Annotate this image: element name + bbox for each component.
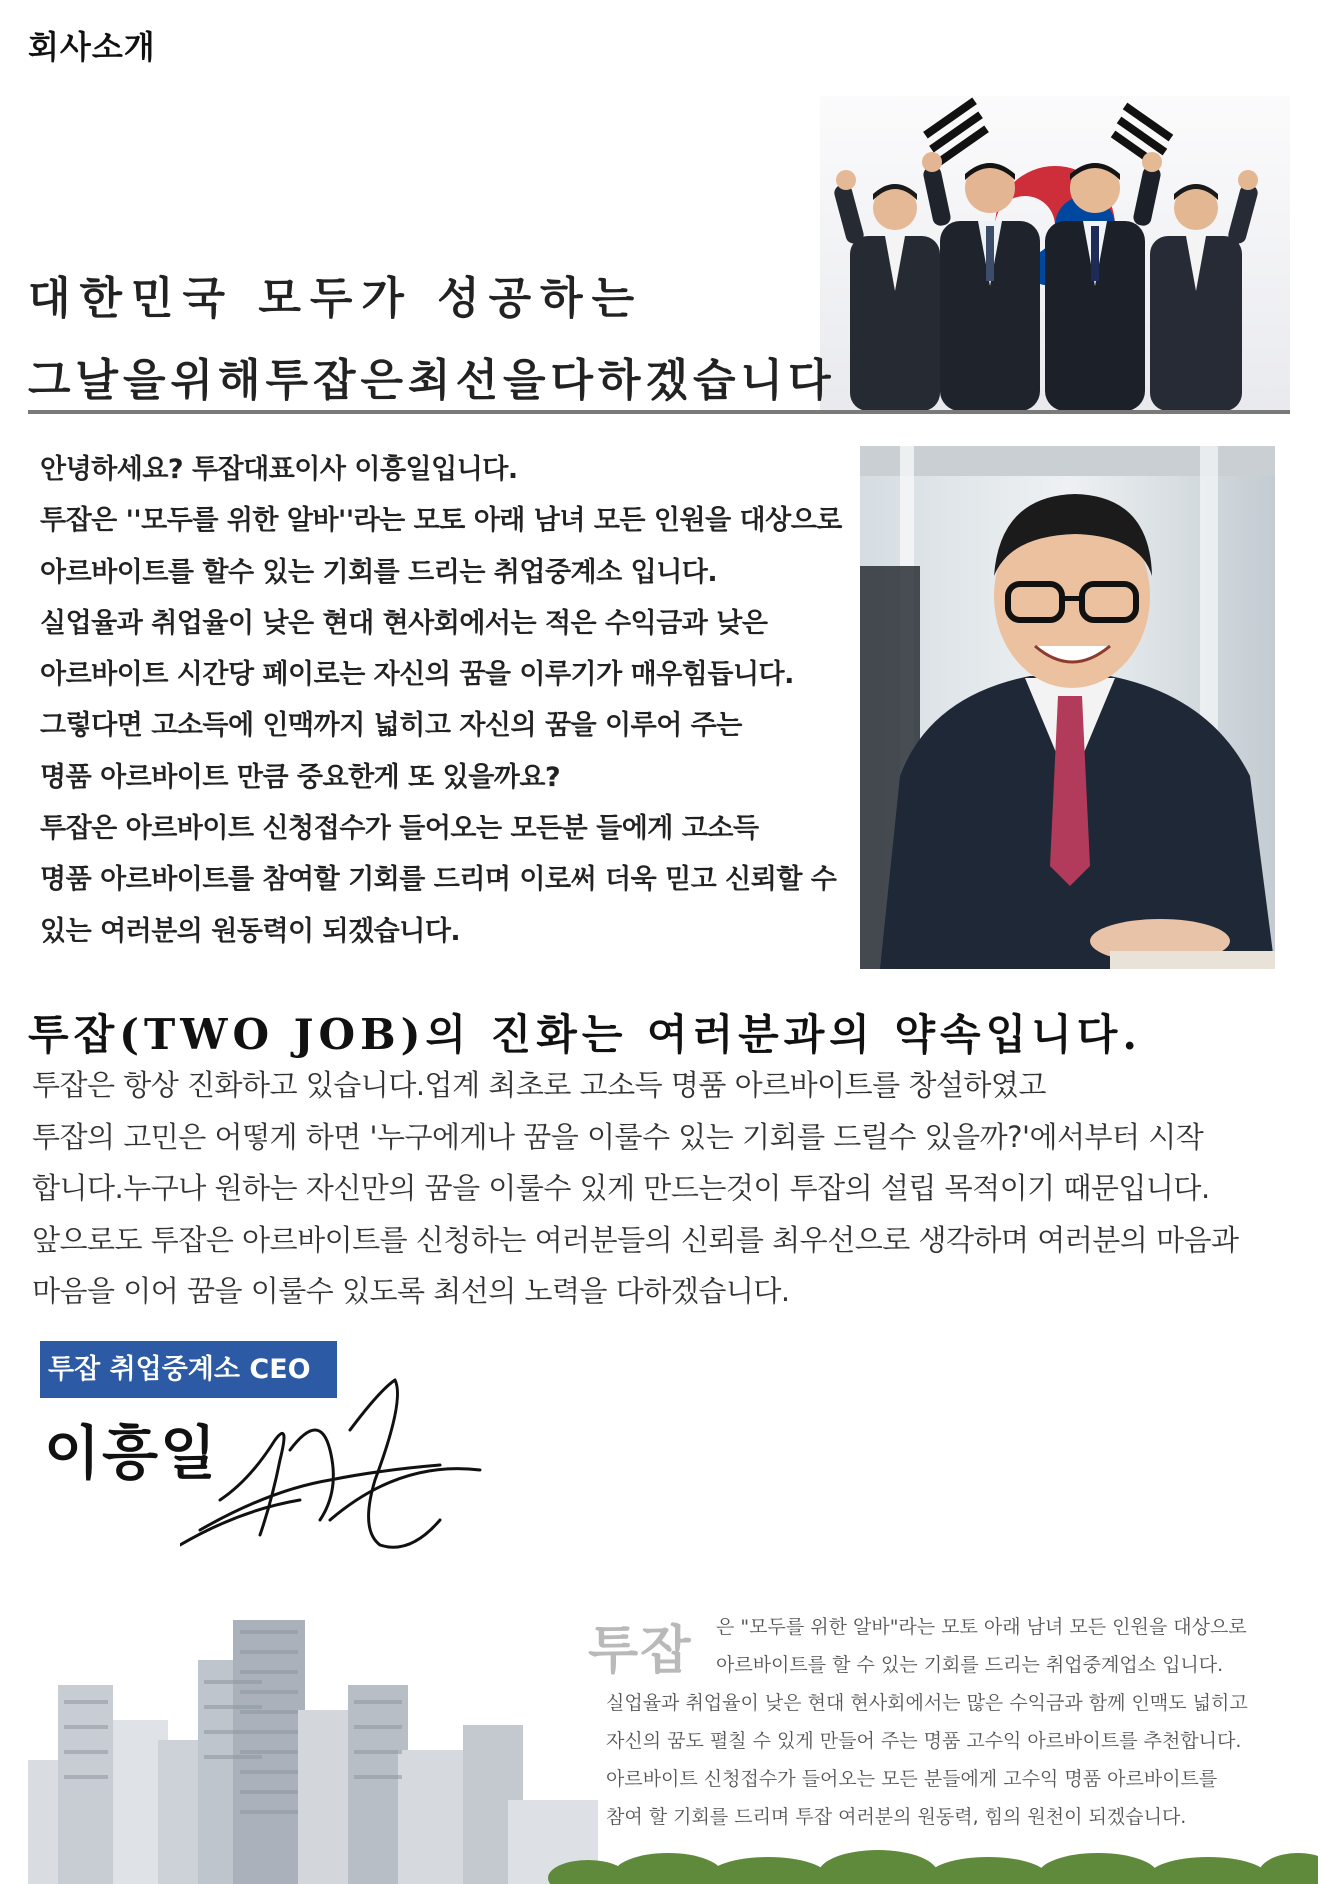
bottom-line: 아르바이트를 할 수 있는 기회를 드리는 취업중계업소 입니다.: [716, 1654, 1224, 1676]
bottom-description: [606, 1608, 1306, 1836]
greeting-line: 실업율과 취업율이 낮은 현대 현사회에서는 적은 수익금과 낮은: [40, 607, 768, 639]
ceo-portrait-photo: [860, 446, 1275, 969]
section-divider: [28, 410, 1290, 414]
promise-heading: 투잡(TWO JOB)의 진화는 여러분과의 약속입니다.: [28, 1010, 1142, 1059]
hero-slogan-line1: 대한민국 모두가 성공하는: [28, 273, 644, 324]
hero-slogan-line2: 그날을위해투잡은최선을다하겠습니다: [28, 355, 836, 406]
greeting-line: 있는 여러분의 원동력이 되겠습니다.: [40, 915, 461, 947]
bottom-line: 아르바이트 신청접수가 들어오는 모든 분들에게 고수익 명품 아르바이트를: [606, 1768, 1218, 1790]
promise-body: [32, 1060, 1322, 1318]
bottom-line: 은 "모두를 위한 알바"라는 모토 아래 남녀 모든 인원을 대상으로: [716, 1616, 1247, 1638]
ceo-title-badge: 투잡 취업중계소 CEO: [40, 1341, 337, 1398]
promise-line: 투잡은 항상 진화하고 있습니다.업계 최초로 고소득 명품 아르바이트를 창설하였고: [32, 1068, 1046, 1102]
greeting-line: 명품 아르바이트를 참여할 기회를 드리며 이로써 더욱 믿고 신뢰할 수: [40, 864, 837, 896]
promise-line: 앞으로도 투잡은 아르바이트를 신청하는 여러분들의 신뢰를 최우선으로 생각하며 여러분의 마음과: [32, 1222, 1239, 1257]
promise-line: 투잡의 고민은 어떻게 하면 '누구에게나 꿈을 이룰수 있는 기회를 드릴수 있을까?'에서부터 시작: [32, 1119, 1204, 1154]
greeting-line: 투잡은 아르바이트 신청접수가 들어오는 모든분 들에게 고소득: [40, 813, 759, 845]
greeting-line: 투잡은 ''모두를 위한 알바''라는 모토 아래 남녀 모든 인원을 대상으로: [40, 505, 842, 537]
team-illustration: [820, 96, 1290, 411]
promise-line: 마음을 이어 꿈을 이룰수 있도록 최선의 노력을 다하겠습니다.: [32, 1274, 790, 1308]
greeting-line: 명품 아르바이트 만큼 중요한게 또 있을까요?: [40, 761, 561, 793]
page-title: 회사소개: [28, 28, 156, 66]
bottom-logo: 투잡: [588, 1620, 693, 1681]
hero-team-photo: [820, 96, 1290, 411]
bottom-line: 참여 할 기회를 드리며 투잡 여러분의 원동력, 힘의 원천이 되겠습니다.: [606, 1806, 1187, 1828]
ceo-illustration: [860, 446, 1275, 969]
ceo-name: 이흥일: [44, 1419, 219, 1487]
ceo-signature: [180, 1370, 520, 1560]
greeting-line: 아르바이트 시간당 페이로는 자신의 꿈을 이루기가 매우힘듭니다.: [40, 659, 794, 691]
greeting-line: 아르바이트를 할수 있는 기회를 드리는 취업중계소 입니다.: [40, 556, 718, 588]
promise-line: 합니다.누구나 원하는 자신만의 꿈을 이룰수 있게 만드는것이 투잡의 설립 목적이기 때문입니다.: [32, 1171, 1210, 1205]
greeting-line: 안녕하세요? 투잡대표이사 이흥일입니다.: [40, 454, 518, 485]
greeting-message: [40, 444, 840, 957]
bottom-line: 실업율과 취업율이 낮은 현대 현사회에서는 많은 수익금과 함께 인맥도 넓히고: [606, 1692, 1248, 1714]
bottom-line: 자신의 꿈도 펼칠 수 있게 만들어 주는 명품 고수익 아르바이트를 추천합니다.: [606, 1730, 1242, 1752]
greeting-line: 그렇다면 고소득에 인맥까지 넓히고 자신의 꿈을 이루어 주는: [40, 710, 742, 742]
